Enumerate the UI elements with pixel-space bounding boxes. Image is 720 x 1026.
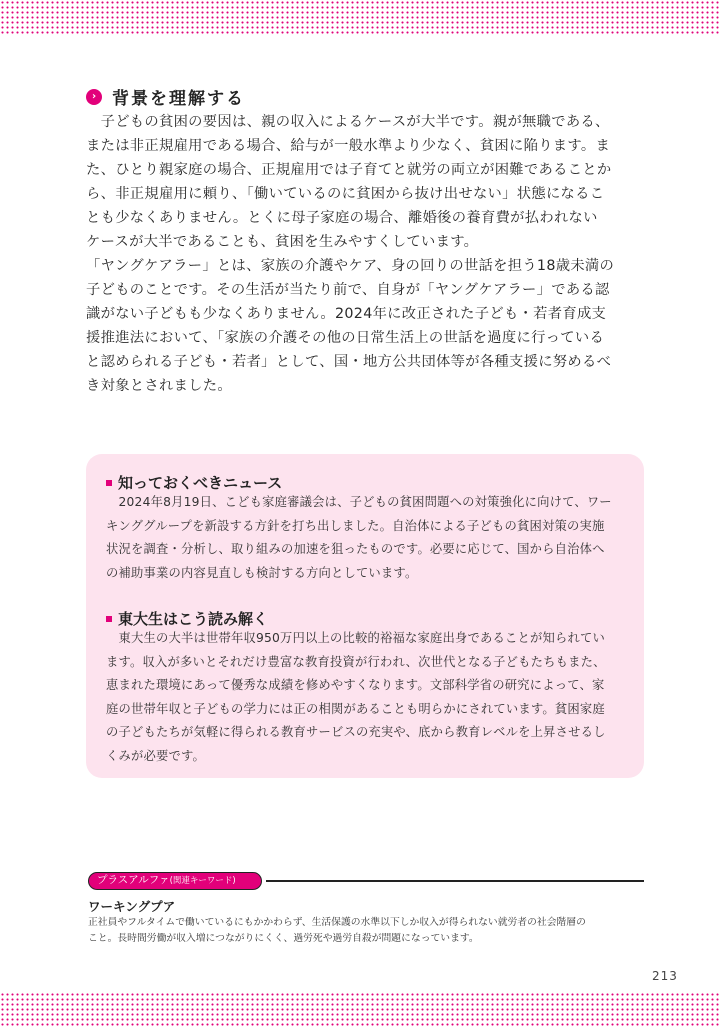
body-line: 「ヤングケアラー」とは、家族の介護やケア、身の回りの世話を担う18歳未満の — [86, 258, 615, 274]
body-line: と認められる子ども・若者」として、国・地方公共団体等が各種支援に努めるべ — [86, 354, 612, 370]
bottom-dot-border — [0, 992, 720, 1026]
body-line: 識がない子どもも少なくありません。2024年に改正された子ども・若者育成支 — [86, 306, 607, 322]
body-line: た、ひとり親家庭の場合、正規雇用では子育てと就労の両立が困難であることか — [86, 162, 612, 178]
body-line: または非正規雇用である場合、給与が一般水準より少なく、貧困に陥ります。ま — [86, 138, 611, 154]
info-box — [86, 454, 644, 778]
keyword-description — [88, 915, 648, 947]
news-heading — [106, 472, 282, 493]
todai-text — [106, 627, 628, 768]
body-line: ら、非正規雇用に頼り、「働いているのに貧困から抜け出せない」状態になるこ — [86, 186, 605, 202]
body-line: き対象とされました。 — [86, 378, 232, 394]
body-line: 子どもの貧困の要因は、親の収入によるケースが大半です。親が無職である、 — [86, 114, 610, 130]
top-dot-border — [0, 0, 720, 34]
divider-line — [266, 880, 644, 882]
todai-line: の子どもたちが気軽に得られる教育サービスの充実や、底から教育レベルを上昇させるし — [106, 725, 606, 739]
body-text — [86, 110, 646, 398]
news-line: 状況を調査・分析し、取り組みの加速を狙ったものです。必要に応じて、国から自治体へ — [106, 542, 605, 556]
todai-line: くみが必要です。 — [106, 748, 205, 763]
todai-line: ます。収入が多いとそれだけ豊富な教育投資が行われ、次世代となる子どもたちもまた、 — [106, 654, 606, 669]
news-line: の補助事業の内容見直しも検討する方向としています。 — [106, 565, 418, 580]
plus-alpha-label — [88, 872, 262, 890]
body-line: 子どものことです。その生活が当たり前で、自身が「ヤングケアラー」である認 — [86, 282, 610, 298]
keyword-line: こと。長時間労働が収入増につながりにくく、過労死や過労自殺が問題になっています。 — [88, 933, 479, 944]
keyword-term: ワーキングプア — [88, 899, 176, 914]
news-heading-text: 知っておくべきニュース — [118, 474, 283, 492]
plus-alpha-bar — [88, 872, 644, 890]
section-heading — [86, 84, 245, 109]
todai-line: 庭の世帯年収と子どもの学力には正の相関があることも明らかにされています。貧困家庭 — [106, 701, 605, 716]
body-line: ケースが大半であることも、貧困を生みやすくしています。 — [86, 234, 479, 250]
todai-heading — [106, 608, 268, 629]
plus-alpha-sub: (関連キーワード) — [169, 876, 236, 886]
section-title: 背景を理解する — [112, 89, 245, 109]
square-bullet-icon — [106, 480, 112, 486]
body-line: 援推進法において、「家族の介護その他の日常生活上の世話を過度に行っている — [86, 330, 605, 346]
news-line: 2024年8月19日、こども家庭審議会は、子どもの貧困問題への対策強化に向けて、ワー — [106, 495, 612, 509]
square-bullet-icon — [106, 616, 112, 622]
body-line: とも少なくありません。とくに母子家庭の場合、離婚後の養育費が払われない — [86, 210, 598, 226]
todai-line: 恵まれた環境にあって優秀な成績を修めやすくなります。文部科学省の研究によって、家 — [106, 678, 605, 692]
news-text — [106, 491, 628, 585]
news-line: キンググループを新設する方針を打ち出しました。自治体による子どもの貧困対策の実施 — [106, 518, 605, 533]
todai-heading-text: 東大生はこう読み解く — [118, 610, 269, 628]
todai-line: 東大生の大半は世帯年収950万円以上の比較的裕福な家庭出身であることが知られてい — [106, 631, 605, 645]
keyword-line: 正社員やフルタイムで働いているにもかかわらず、生活保護の水準以下しか収入が得られない就労者の社会階層の — [88, 917, 586, 928]
page-number: 213 — [652, 969, 678, 983]
plus-alpha-title: プラスアルファ — [97, 874, 170, 886]
chevron-right-icon: › — [86, 89, 102, 105]
